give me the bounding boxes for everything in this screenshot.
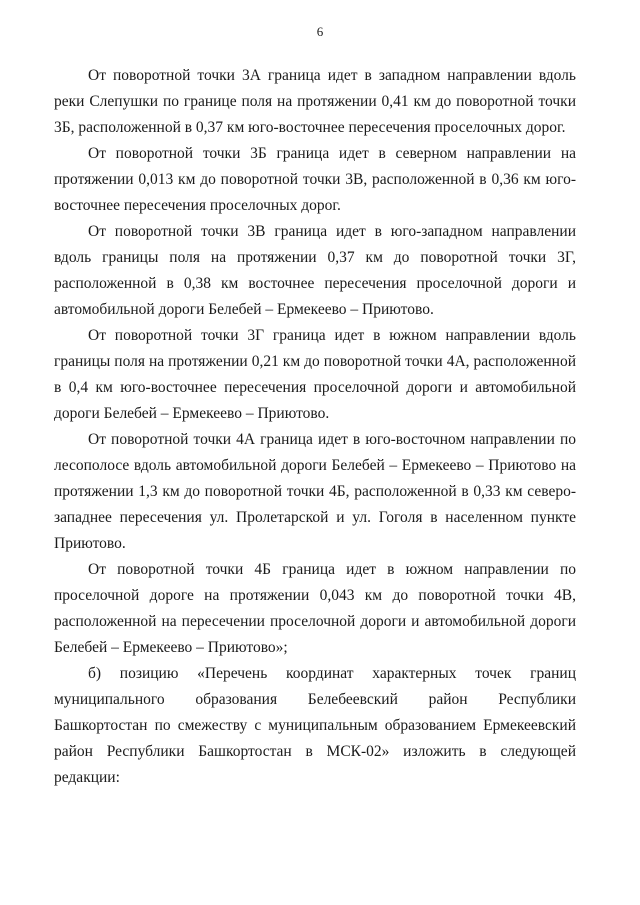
page-number: 6 <box>316 24 324 39</box>
paragraph-boundary-4a: От поворотной точки 4А граница идет в юго-восточном направлении по лесополосе вдоль автомобильной дороги Белебей – Ермекеево – Приютово на протяжении 1,3 км до поворотной точки 4Б, расположенной в 0,33 км северо-западнее пересечения ул. Пролетарской и ул. Гоголя в населенном пункте Приютово. <box>54 431 576 552</box>
paragraph-boundary-3b: От поворотной точки 3Б граница идет в северном направлении на протяжении 0,013 км до поворотной точки 3В, расположенной в 0,36 км юго-восточнее пересечения проселочных дорог. <box>54 145 576 214</box>
paragraph-boundary-3v: От поворотной точки 3В граница идет в юго-западном направлении вдоль границы поля на протяжении 0,37 км до поворотной точки 3Г, расположенной в 0,38 км восточнее пересечения проселочной дороги и автомобильной дороги Белебей – Ермекеево – Приютово. <box>54 223 576 318</box>
document-body <box>54 63 576 791</box>
paragraph-boundary-4b: От поворотной точки 4Б граница идет в южном направлении по проселочной дороге на протяжении 0,043 км до поворотной точки 4В, расположенной на пересечении проселочной дороги и автомобильной дороги Белебей – Ермекеево – Приютово»; <box>54 561 576 656</box>
paragraph-boundary-3a: От поворотной точки 3А граница идет в западном направлении вдоль реки Слепушки по границе поля на протяжении 0,41 км до поворотной точки 3Б, расположенной в 0,37 км юго-восточнее пересечения проселочных дорог. <box>54 67 576 136</box>
paragraph-boundary-3g: От поворотной точки 3Г граница идет в южном направлении вдоль границы поля на протяжении 0,21 км до поворотной точки 4А, расположенной в 0,4 км юго-восточнее пересечения проселочной дороги и автомобильной дороги Белебей – Ермекеево – Приютово. <box>54 327 576 422</box>
paragraph-amendment-b: б) позицию «Перечень координат характерных точек границ муниципального образования Белебеевский район Республики Башкортостан по смежеству с муниципальным образованием Ермекеевский район Республики Башкортостан в МСК-02» изложить в следующей редакции: <box>54 665 576 786</box>
